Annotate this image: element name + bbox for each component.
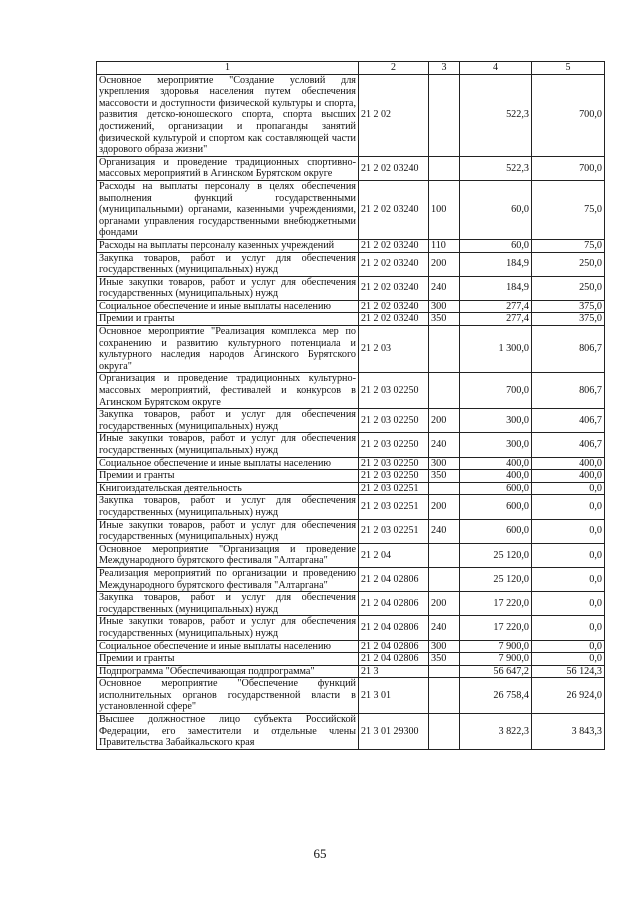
row-name: Иные закупки товаров, работ и услуг для обеспечения государственных (муниципальных) нужд	[97, 519, 359, 543]
row-code: 21 2 03 02251	[359, 495, 429, 519]
row-expense-type: 300	[429, 640, 460, 653]
row-expense-type: 350	[429, 313, 460, 326]
table-row	[97, 482, 605, 495]
row-value-year-1: 7 900,0	[460, 640, 532, 653]
row-name: Книгоиздательская деятельность	[97, 482, 359, 495]
table-row	[97, 457, 605, 470]
row-code: 21 2 02 03240	[359, 276, 429, 300]
row-value-year-1: 25 120,0	[460, 567, 532, 591]
table-row	[97, 543, 605, 567]
row-name: Премии и гранты	[97, 653, 359, 666]
row-value-year-1: 300,0	[460, 409, 532, 433]
table-row	[97, 433, 605, 457]
row-value-year-1: 60,0	[460, 180, 532, 239]
row-code: 21 2 03 02250	[359, 433, 429, 457]
row-code: 21 3 01 29300	[359, 714, 429, 750]
row-name: Основное мероприятие "Обеспечение функций исполнительных органов государственной власти в установленной сфере"	[97, 678, 359, 714]
row-expense-type	[429, 543, 460, 567]
row-name: Основное мероприятие "Создание условий для укрепления здоровья населения путем обеспечения массовости и доступности физической культуры и спорта, развития детско-юношеского спорта, спорта высших достижений, организации и пропаганды занятий физической культурой и спортом как составляющей части здорового образа жизни"	[97, 74, 359, 156]
row-name: Закупка товаров, работ и услуг для обеспечения государственных (муниципальных) нужд	[97, 592, 359, 616]
table-row	[97, 640, 605, 653]
row-expense-type	[429, 156, 460, 180]
table-body	[97, 74, 605, 749]
row-value-year-2: 400,0	[532, 470, 605, 483]
row-value-year-1: 60,0	[460, 239, 532, 252]
table-row	[97, 592, 605, 616]
row-name: Основное мероприятие "Организация и проведение Международного бурятского фестиваля "Алтаргана"	[97, 543, 359, 567]
row-code: 21 2 03 02250	[359, 457, 429, 470]
row-value-year-2: 0,0	[532, 519, 605, 543]
table-row	[97, 519, 605, 543]
row-code: 21 2 04	[359, 543, 429, 567]
row-value-year-2: 400,0	[532, 457, 605, 470]
row-code: 21 2 02 03240	[359, 239, 429, 252]
row-expense-type: 350	[429, 653, 460, 666]
table-row	[97, 653, 605, 666]
row-value-year-2: 806,7	[532, 326, 605, 373]
table-row	[97, 495, 605, 519]
row-name: Закупка товаров, работ и услуг для обеспечения государственных (муниципальных) нужд	[97, 495, 359, 519]
row-name: Иные закупки товаров, работ и услуг для обеспечения государственных (муниципальных) нужд	[97, 433, 359, 457]
table-row	[97, 714, 605, 750]
row-name: Закупка товаров, работ и услуг для обеспечения государственных (муниципальных) нужд	[97, 252, 359, 276]
table-row	[97, 326, 605, 373]
row-name: Премии и гранты	[97, 470, 359, 483]
row-code: 21 2 02 03240	[359, 180, 429, 239]
row-value-year-1: 600,0	[460, 495, 532, 519]
row-value-year-2: 406,7	[532, 433, 605, 457]
row-code: 21 2 02 03240	[359, 252, 429, 276]
row-code: 21 2 04 02806	[359, 567, 429, 591]
row-name: Премии и гранты	[97, 313, 359, 326]
row-value-year-1: 522,3	[460, 156, 532, 180]
row-value-year-2: 700,0	[532, 156, 605, 180]
row-value-year-1: 1 300,0	[460, 326, 532, 373]
row-name: Иные закупки товаров, работ и услуг для обеспечения государственных (муниципальных) нужд	[97, 276, 359, 300]
table-row	[97, 409, 605, 433]
budget-table	[96, 61, 605, 750]
row-value-year-1: 400,0	[460, 470, 532, 483]
header-col-1: 1	[97, 62, 359, 75]
row-value-year-2: 700,0	[532, 74, 605, 156]
row-code: 21 2 03 02250	[359, 373, 429, 409]
row-name: Высшее должностное лицо субъекта Российской Федерации, его заместители и отдельные члены Правительства Забайкальского края	[97, 714, 359, 750]
row-value-year-2: 0,0	[532, 653, 605, 666]
row-expense-type: 350	[429, 470, 460, 483]
row-name: Расходы на выплаты персоналу в целях обеспечения выполнения функций государственными (муниципальными) органами, казенными учреждениями, органами управления государственными внебюджетными фондами	[97, 180, 359, 239]
row-value-year-2: 3 843,3	[532, 714, 605, 750]
row-value-year-1: 25 120,0	[460, 543, 532, 567]
row-code: 21 2 04 02806	[359, 640, 429, 653]
row-value-year-2: 406,7	[532, 409, 605, 433]
row-code: 21 2 04 02806	[359, 592, 429, 616]
row-value-year-2: 75,0	[532, 239, 605, 252]
row-name: Организация и проведение традиционных культурно-массовых мероприятий, фестивалей и конкурсов в Агинском Бурятском округе	[97, 373, 359, 409]
table-row	[97, 74, 605, 156]
row-expense-type	[429, 373, 460, 409]
row-value-year-1: 522,3	[460, 74, 532, 156]
row-value-year-1: 277,4	[460, 313, 532, 326]
row-expense-type: 240	[429, 276, 460, 300]
table-row	[97, 300, 605, 313]
row-value-year-2: 375,0	[532, 300, 605, 313]
row-expense-type: 200	[429, 252, 460, 276]
table-row	[97, 180, 605, 239]
row-name: Социальное обеспечение и иные выплаты населению	[97, 457, 359, 470]
row-code: 21 2 02 03240	[359, 300, 429, 313]
row-name: Закупка товаров, работ и услуг для обеспечения государственных (муниципальных) нужд	[97, 409, 359, 433]
row-expense-type	[429, 665, 460, 678]
header-col-4: 4	[460, 62, 532, 75]
header-col-3: 3	[429, 62, 460, 75]
row-value-year-2: 0,0	[532, 567, 605, 591]
row-value-year-2: 0,0	[532, 640, 605, 653]
row-expense-type: 300	[429, 300, 460, 313]
row-value-year-1: 17 220,0	[460, 592, 532, 616]
row-value-year-1: 600,0	[460, 482, 532, 495]
table-row	[97, 470, 605, 483]
row-code: 21 2 03 02250	[359, 409, 429, 433]
header-col-2: 2	[359, 62, 429, 75]
row-expense-type	[429, 326, 460, 373]
row-expense-type: 200	[429, 495, 460, 519]
table-row	[97, 678, 605, 714]
row-name: Основное мероприятие "Реализация комплекса мер по сохранению и развитию культурного потенциала и культурного наследия народов Агинского Бурятского округа"	[97, 326, 359, 373]
row-code: 21 2 02 03240	[359, 156, 429, 180]
row-value-year-2: 250,0	[532, 276, 605, 300]
row-expense-type: 300	[429, 457, 460, 470]
row-value-year-2: 806,7	[532, 373, 605, 409]
row-code: 21 2 03 02251	[359, 519, 429, 543]
table-row	[97, 276, 605, 300]
row-value-year-1: 17 220,0	[460, 616, 532, 640]
row-code: 21 2 02	[359, 74, 429, 156]
row-expense-type	[429, 678, 460, 714]
row-code: 21 2 04 02806	[359, 653, 429, 666]
row-value-year-1: 184,9	[460, 276, 532, 300]
row-value-year-1: 300,0	[460, 433, 532, 457]
row-code: 21 2 04 02806	[359, 616, 429, 640]
row-name: Социальное обеспечение и иные выплаты населению	[97, 640, 359, 653]
row-expense-type: 200	[429, 409, 460, 433]
table-row	[97, 239, 605, 252]
table-row	[97, 156, 605, 180]
row-code: 21 2 03	[359, 326, 429, 373]
table-row	[97, 567, 605, 591]
row-expense-type: 100	[429, 180, 460, 239]
row-value-year-2: 0,0	[532, 592, 605, 616]
row-expense-type: 110	[429, 239, 460, 252]
row-value-year-2: 26 924,0	[532, 678, 605, 714]
row-expense-type	[429, 74, 460, 156]
row-value-year-1: 56 647,2	[460, 665, 532, 678]
row-code: 21 2 02 03240	[359, 313, 429, 326]
row-expense-type	[429, 482, 460, 495]
row-value-year-2: 56 124,3	[532, 665, 605, 678]
row-expense-type: 240	[429, 433, 460, 457]
row-value-year-2: 75,0	[532, 180, 605, 239]
row-value-year-1: 400,0	[460, 457, 532, 470]
header-col-5: 5	[532, 62, 605, 75]
row-value-year-2: 0,0	[532, 616, 605, 640]
row-name: Подпрограмма "Обеспечивающая подпрограмма"	[97, 665, 359, 678]
row-expense-type: 200	[429, 592, 460, 616]
row-value-year-2: 0,0	[532, 495, 605, 519]
row-code: 21 2 03 02250	[359, 470, 429, 483]
row-name: Иные закупки товаров, работ и услуг для обеспечения государственных (муниципальных) нужд	[97, 616, 359, 640]
row-expense-type	[429, 714, 460, 750]
row-name: Организация и проведение традиционных спортивно-массовых мероприятий в Агинском Бурятском округе	[97, 156, 359, 180]
table-row	[97, 665, 605, 678]
row-value-year-1: 700,0	[460, 373, 532, 409]
row-value-year-1: 26 758,4	[460, 678, 532, 714]
row-value-year-1: 3 822,3	[460, 714, 532, 750]
row-expense-type: 240	[429, 519, 460, 543]
row-value-year-1: 600,0	[460, 519, 532, 543]
row-value-year-1: 7 900,0	[460, 653, 532, 666]
table-row	[97, 616, 605, 640]
row-name: Социальное обеспечение и иные выплаты населению	[97, 300, 359, 313]
page-number: 65	[313, 846, 327, 861]
row-value-year-1: 277,4	[460, 300, 532, 313]
row-value-year-2: 375,0	[532, 313, 605, 326]
row-expense-type: 240	[429, 616, 460, 640]
table-row	[97, 313, 605, 326]
header-row	[97, 62, 605, 75]
table-row	[97, 252, 605, 276]
row-code: 21 3 01	[359, 678, 429, 714]
table-row	[97, 373, 605, 409]
row-value-year-2: 250,0	[532, 252, 605, 276]
row-value-year-1: 184,9	[460, 252, 532, 276]
row-value-year-2: 0,0	[532, 482, 605, 495]
row-code: 21 2 03 02251	[359, 482, 429, 495]
row-name: Реализация мероприятий по организации и проведению Международного бурятского фестиваля "Алтаргана"	[97, 567, 359, 591]
row-code: 21 3	[359, 665, 429, 678]
row-expense-type	[429, 567, 460, 591]
row-name: Расходы на выплаты персоналу казенных учреждений	[97, 239, 359, 252]
row-value-year-2: 0,0	[532, 543, 605, 567]
